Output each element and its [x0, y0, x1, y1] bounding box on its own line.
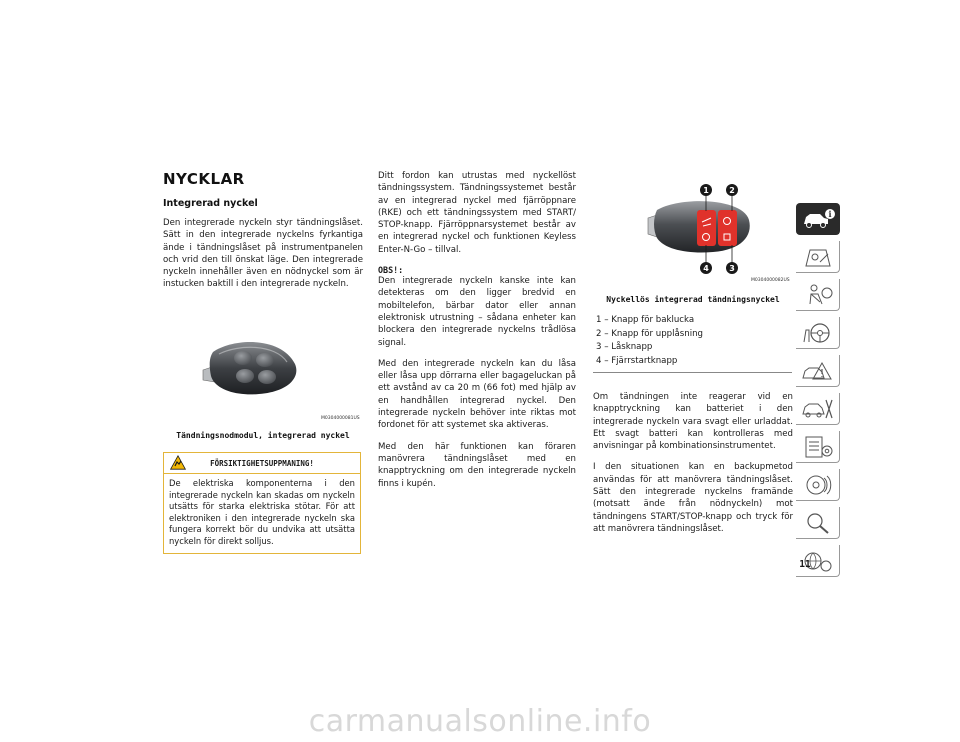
dashboard-warning-icon	[800, 244, 836, 270]
figure-caption: Nyckellös integrerad tändningsnyckel	[606, 295, 780, 304]
tab-dashboard[interactable]	[796, 241, 840, 273]
steering-wheel-icon	[800, 320, 836, 346]
car-crash-icon	[800, 358, 836, 384]
warning-title: FÖRSIKTIGHETSUPPMANING!	[210, 459, 314, 468]
car-info-icon	[800, 206, 836, 232]
callout-2	[726, 184, 738, 196]
tab-index[interactable]	[796, 507, 840, 539]
tab-driving[interactable]	[796, 317, 840, 349]
search-index-icon	[800, 510, 836, 536]
callout-1	[700, 184, 712, 196]
tab-service[interactable]	[796, 393, 840, 425]
section-heading: NYCKLAR	[163, 170, 245, 188]
column-2	[378, 170, 576, 499]
callout-label: 3	[729, 264, 735, 273]
note-label: OBS!:	[378, 265, 404, 276]
legend-item: 2 – Knapp för upplåsning	[596, 328, 703, 339]
tab-multimedia[interactable]	[796, 469, 840, 501]
watermark: carmanualsonline.info	[308, 704, 652, 739]
warning-box	[163, 452, 361, 554]
keyless-key-image	[593, 180, 793, 284]
paragraph: Med den integrerade nyckeln kan du låsa eller låsa upp dörrarna eller bagageluckan på ett avstånd av ca 20 m (66 fot) med hjälp av en handhållen integrerad nyckel. Den integrerade nyckeln behöver inte riktas mot fordonet för att systemet ska aktiveras.	[378, 358, 576, 431]
figure-integrated-key	[163, 330, 363, 430]
column-1	[163, 170, 363, 300]
legend-item: 4 – Fjärrstartknapp	[596, 355, 678, 366]
tab-safety[interactable]	[796, 279, 840, 311]
svg-text:i: i	[828, 209, 832, 219]
legend-item: 3 – Låsknapp	[596, 342, 653, 352]
paragraph: Om tändningen inte reagerar vid en knapptryckning kan batteriet i den integrerade nyckeln vara svagt eller urladdat. Ett svagt batteri kan kontrolleras med anvisningar på kombinationsinstrumentet.	[593, 392, 793, 452]
callout-label: 2	[729, 186, 735, 195]
tab-emergency[interactable]	[796, 355, 840, 387]
legend-item: 1 – Knapp för baklucka	[596, 315, 695, 325]
callout-3	[726, 262, 738, 274]
warning-header	[164, 453, 360, 474]
chapter-tabs	[796, 203, 842, 583]
note-text: Den integrerade nyckeln kanske inte kan detekteras om den ligger bredvid en mobiltelefon, bärbar dator eller annan elektronisk utrustning – sådana enheter kan blockera den integrerade nyckelns trådlösa signal.	[378, 276, 576, 348]
subsection-heading: Integrerad nyckel	[163, 198, 258, 209]
callout-label: 1	[703, 186, 709, 195]
paragraph: Den integrerade nyckeln styr tändningslåset. Sätt in den integrerade nyckelns fyrkantiga ände i tändningslåset på instrumentpanelen och vrid den till önskat läge. Den integrerade nyckeln innehåller även en nödnyckel som är instucken baktill i den integrerade nyckeln.	[163, 218, 363, 290]
callout-label: 4	[703, 264, 709, 273]
seatbelt-airbag-icon	[800, 282, 836, 308]
figure-legend	[593, 314, 792, 368]
tab-specifications[interactable]	[796, 431, 840, 463]
integrated-key-image	[163, 330, 363, 420]
column-3	[593, 391, 793, 544]
tab-car-info[interactable]	[796, 203, 840, 235]
paragraph: Med den här funktionen kan föraren manövrera tändningslåset med en knapptryckning om den integrerade nyckeln finns i kupén.	[378, 441, 576, 489]
figure-code: M0304000081US	[321, 416, 360, 421]
callout-4	[700, 262, 712, 274]
page-number: 11	[799, 559, 811, 570]
warning-text: De elektriska komponenterna i den integrerade nyckeln kan skadas om nyckeln utsätts för starka elektriska stötar. För att elektroniken i den integrerade nyckeln ska fungera korrekt bör du undvika att utsätta nyckeln för direkt solljus.	[169, 478, 355, 546]
paragraph: I den situationen kan en backupmetod användas för att manövrera tändningslåset. Sätt den integrerade nyckelns framände (motsatt ände från nödnyckeln) mot tändningens START/STOP-knapp och tryck för att manövrera tändningslåset.	[593, 462, 793, 534]
figure-caption: Tändningsnodmodul, integrerad nyckel	[176, 431, 350, 440]
multimedia-icon	[800, 472, 836, 498]
divider	[593, 372, 792, 373]
specifications-list-icon	[800, 434, 836, 460]
paragraph: Ditt fordon kan utrustas med nyckellöst tändningssystem. Tändningssystemet består av en integrerad nyckel med fjärröppnare (RKE) och ett tändningssystem med START/ STOP-knapp. Fjärröppnarsystemet består av en integrerad nyckel och funktionen Keyless Enter-N-Go – tillval.	[378, 171, 576, 255]
figure-keyless-key	[593, 180, 793, 290]
car-service-icon	[800, 396, 836, 422]
figure-code: M0304000082US	[751, 278, 790, 283]
